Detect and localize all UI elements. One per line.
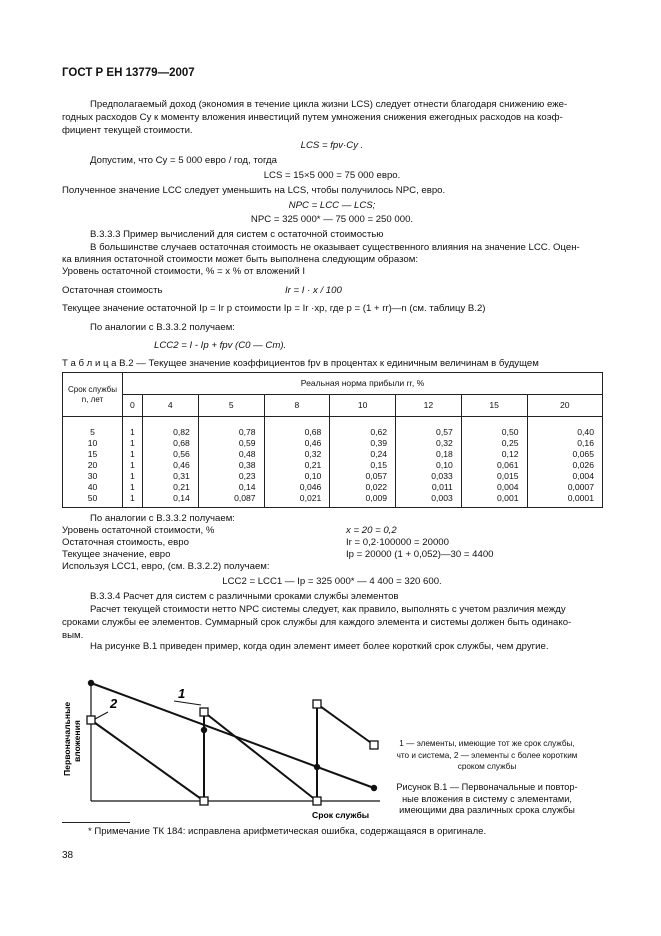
table-header-service-life: Срок службы n, лет (63, 373, 123, 417)
table-cell-value: 0,21 (142, 482, 198, 493)
table-cell-service-life: 5 (63, 427, 123, 438)
diagram-label-1: 1 (178, 686, 186, 701)
diagram-marker (313, 700, 321, 708)
table-cell-value: 0,15 (330, 460, 396, 471)
diagram-label-2: 2 (110, 696, 118, 711)
table-cell-service-life: 30 (63, 471, 123, 482)
table-cell-value: 0,50 (461, 427, 527, 438)
table-cell-value: 0,046 (264, 482, 330, 493)
table-cell-value: 0,24 (330, 449, 396, 460)
formula-lcc2: LCC2 = I - Ip + fpv (C0 — Cm). (154, 340, 287, 351)
table-header-rate: 0 (123, 395, 143, 417)
table-cell-value: 0,57 (396, 427, 462, 438)
section-different-lifetimes: В.3.3.4 Расчет для систем с различными сроками службы элементов (90, 591, 399, 602)
table-cell-value: 0,061 (461, 460, 527, 471)
example-residual-level-label: Уровень остаточной стоимости, % (62, 525, 215, 536)
footnote: * Примечание ТК 184: исправлена арифметическая ошибка, содержащаяся в оригинале. (88, 826, 487, 837)
table-header-rate: 12 (396, 395, 462, 417)
example-present-value-label: Текущее значение, евро (62, 549, 171, 560)
table-cell-value: 0,011 (396, 482, 462, 493)
table-cell-value: 1 (123, 482, 143, 493)
table-cell-value: 0,23 (198, 471, 264, 482)
table-header-rate: 5 (198, 395, 264, 417)
table-row (63, 471, 603, 482)
caption-line: имеющими два различных срока службы (399, 805, 575, 816)
residual-value-label: Остаточная стоимость (62, 285, 163, 296)
paragraph-residual: В большинстве случаев остаточная стоимость не оказывает существенного влияния на значение LCC. Оцен- (90, 242, 580, 253)
table-cell-value: 0,033 (396, 471, 462, 482)
table-cell-value: 0,78 (198, 427, 264, 438)
example-residual-level-value: x = 20 = 0,2 (346, 525, 397, 536)
table-header-rate: 15 (461, 395, 527, 417)
table-row (63, 460, 603, 471)
table-cell-value: 0,38 (198, 460, 264, 471)
table-cell-value: 0,10 (264, 471, 330, 482)
paragraph-present-value: Текущее значение остаточной Ip = Ir p стоимости Ip = Ir ·xp, где p = (1 + rr)—n (см. таблицу В.2) (62, 303, 486, 314)
diagram-marker (87, 716, 95, 724)
table-cell-value: 0,057 (330, 471, 396, 482)
table-cell-value: 0,001 (461, 493, 527, 504)
table-cell-value: 0,18 (396, 449, 462, 460)
page-number: 38 (62, 850, 74, 861)
caption-line: ные вложения в систему с элементами, (402, 793, 572, 804)
example-residual-cost-value: Ir = 0,2·100000 = 20000 (346, 537, 449, 548)
investment-diagram (58, 668, 384, 820)
paragraph-residual-level: Уровень остаточной стоимости, % = x % от вложений I (62, 266, 306, 277)
paragraph-npc-cont: сроками службы ее элементов. Суммарный срок службы для каждого элемента и системы должен быть одинако- (62, 617, 572, 628)
table-cell-service-life: 40 (63, 482, 123, 493)
figure-legend (382, 738, 592, 773)
table-cell-value: 0,021 (264, 493, 330, 504)
legend-line: сроком службы (457, 762, 517, 771)
table-cell-value: 0,40 (527, 427, 602, 438)
diagram-marker (370, 741, 378, 749)
table-cell-service-life: 10 (63, 438, 123, 449)
paragraph-analogy-1: По аналогии с В.3.3.2 получаем: (90, 322, 235, 333)
paragraph-figure-ref: На рисунке В.1 приведен пример, когда один элемент имеет более короткий срок службы, чем другие. (90, 641, 549, 652)
paragraph-analogy-2: По аналогии с В.3.3.2 получаем: (90, 513, 235, 524)
table-cell-value: 0,026 (527, 460, 602, 471)
table-cell-value: 1 (123, 449, 143, 460)
table-cell-value: 0,25 (461, 438, 527, 449)
diagram-line-element-1 (91, 704, 374, 801)
table-header-rate: 4 (142, 395, 198, 417)
paragraph-income-cont2: фициент текущей стоимости. (62, 125, 193, 136)
table-cell-value: 0,10 (396, 460, 462, 471)
table-cell-value: 0,21 (264, 460, 330, 471)
example-present-value-value: Ip = 20000 (1 + 0,052)—30 = 4400 (346, 549, 494, 560)
formula-npc-value: NPC = 325 000* — 75 000 = 250 000. (250, 214, 414, 225)
residual-value-formula: Ir = I · x / 100 (285, 285, 342, 296)
present-value-table (62, 372, 603, 508)
table-cell-value: 0,0007 (527, 482, 602, 493)
table-row (63, 449, 603, 460)
table-cell-value: 0,16 (527, 438, 602, 449)
table-cell-value: 0,68 (142, 438, 198, 449)
table-cell-value: 0,004 (527, 471, 602, 482)
table-cell-value: 0,46 (264, 438, 330, 449)
table-cell-value: 0,009 (330, 493, 396, 504)
diagram-dot (314, 764, 320, 770)
paragraph-lcc-reduce: Полученное значение LCC следует уменьшить на LCS, чтобы получилось NPC, евро. (62, 185, 446, 196)
diagram-ylabel-1: Первоначальные (62, 701, 72, 776)
table-cell-value: 0,065 (527, 449, 602, 460)
table-header-rate-group: Реальная норма прибыли rr, % (123, 373, 603, 395)
formula-lcs-value: LCS = 15×5 000 = 75 000 евро. (263, 170, 401, 181)
table-cell-value: 0,32 (396, 438, 462, 449)
formula-npc: NPC = LCC — LCS; (288, 200, 376, 211)
example-residual-cost-label: Остаточная стоимость, евро (62, 537, 189, 548)
table-cell-value: 0,022 (330, 482, 396, 493)
table-row (63, 427, 603, 438)
table-cell-value: 0,82 (142, 427, 198, 438)
footnote-separator (62, 822, 130, 823)
table-cell-value: 0,31 (142, 471, 198, 482)
paragraph-assume: Допустим, что Су = 5 000 евро / год, тогда (90, 155, 277, 166)
table-cell-service-life: 20 (63, 460, 123, 471)
table-header-rate: 10 (330, 395, 396, 417)
diagram-marker (313, 797, 321, 805)
diagram-xlabel: Срок службы (312, 810, 370, 820)
table-header-rate: 8 (264, 395, 330, 417)
table-cell-value: 1 (123, 471, 143, 482)
figure-caption (382, 782, 592, 817)
table-cell-value: 0,003 (396, 493, 462, 504)
table-cell-service-life: 50 (63, 493, 123, 504)
diagram-dot (88, 680, 94, 686)
table-cell-value: 1 (123, 438, 143, 449)
diagram-marker (200, 708, 208, 716)
table-row (63, 482, 603, 493)
diagram-leader-1 (174, 701, 201, 705)
table-cell-service-life: 15 (63, 449, 123, 460)
table-cell-value: 1 (123, 427, 143, 438)
table-cell-value: 0,14 (198, 482, 264, 493)
diagram-dot (201, 727, 207, 733)
document-header: ГОСТ Р ЕН 13779—2007 (62, 67, 195, 79)
table-cell-value: 1 (123, 460, 143, 471)
table-cell-value: 0,32 (264, 449, 330, 460)
table-header-rate: 20 (527, 395, 602, 417)
table-cell-value: 1 (123, 493, 143, 504)
table-cell-value: 0,62 (330, 427, 396, 438)
section-residual-title: В.3.3.3 Пример вычислений для систем с остаточной стоимостью (90, 229, 384, 240)
table-cell-value: 0,39 (330, 438, 396, 449)
table-cell-value: 0,68 (264, 427, 330, 438)
formula-lcc2-value: LCC2 = LCC1 — Ip = 325 000* — 4 400 = 320 600. (222, 576, 442, 587)
table-cell-value: 0,015 (461, 471, 527, 482)
table-cell-value: 0,087 (198, 493, 264, 504)
table-caption: Т а б л и ц а В.2 — Текущее значение коэффициентов fpv в процентах к единичным величинам в будущем (62, 358, 539, 369)
diagram-leader-2 (95, 712, 108, 719)
diagram-dot (371, 785, 377, 791)
table-cell-value: 0,14 (142, 493, 198, 504)
paragraph-residual-cont: ка влияния остаточной стоимости может быть выполнена следующим образом: (62, 254, 419, 265)
table-cell-value: 0,48 (198, 449, 264, 460)
table-row (63, 493, 603, 504)
example-using-lcc1: Используя LCC1, евро, (см. В.3.2.2) получаем: (62, 561, 270, 572)
legend-line: 1 — элементы, имеющие тот же срок службы, (399, 739, 575, 748)
table-cell-value: 0,0001 (527, 493, 602, 504)
table-cell-value: 0,12 (461, 449, 527, 460)
formula-lcs: LCS = fpv·Cy . (300, 140, 364, 151)
legend-line: что и система, 2 — элементы с более коротким (396, 750, 578, 760)
table-cell-value: 0,004 (461, 482, 527, 493)
table-cell-value: 0,56 (142, 449, 198, 460)
paragraph-income-cont: годных расходов Су к моменту вложения инвестиций путем умножения снижения ежегодных расходов на коэф- (62, 112, 563, 123)
paragraph-npc-cont2: вым. (62, 630, 84, 641)
table-row (63, 438, 603, 449)
caption-line: Рисунок В.1 — Первоначальные и повтор- (396, 782, 578, 792)
paragraph-npc: Расчет текущей стоимости нетто NPC системы следует, как правило, выполнять с учетом различия между (90, 604, 566, 615)
diagram-ylabel-2: вложения (72, 720, 82, 762)
table-cell-value: 0,59 (198, 438, 264, 449)
diagram-marker (200, 797, 208, 805)
paragraph-income: Предполагаемый доход (экономия в течение цикла жизни LCS) следует отнести благодаря снижению еже- (90, 99, 568, 110)
table-cell-value: 0,46 (142, 460, 198, 471)
